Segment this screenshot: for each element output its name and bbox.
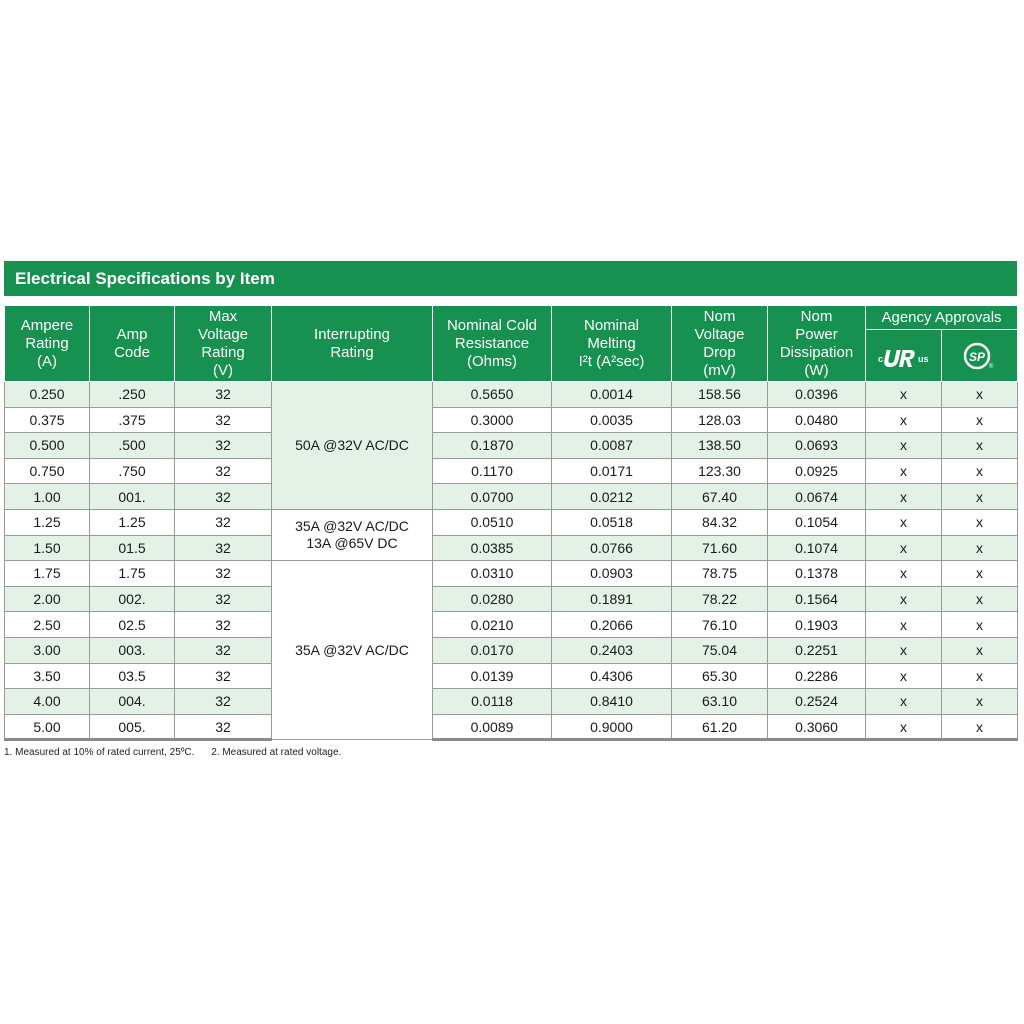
ul-approval-cell: x (866, 689, 942, 715)
max-voltage-cell: 32 (175, 407, 272, 433)
amp-code-cell: 005. (90, 714, 175, 740)
voltage-drop-cell: 75.04 (672, 637, 768, 663)
melting-cell: 0.8410 (552, 689, 672, 715)
cold-resistance-cell: 0.0310 (433, 561, 552, 587)
interrupting-rating-line: 35A @32V AC/DC (295, 518, 409, 535)
amp-code-cell: .750 (90, 458, 175, 484)
csa-approval-cell: x (942, 612, 1018, 638)
footnote-2: 2. Measured at rated voltage. (211, 747, 342, 758)
melting-cell: 0.0087 (552, 433, 672, 459)
svg-text:SP: SP (968, 349, 985, 364)
cold-resistance-cell: 0.0170 (433, 637, 552, 663)
power-dissipation-cell: 0.0396 (768, 382, 866, 408)
ampere-rating-cell: 1.75 (5, 561, 90, 587)
csa-approval-cell: x (942, 433, 1018, 459)
melting-cell: 0.2403 (552, 637, 672, 663)
ampere-rating-cell: 0.500 (5, 433, 90, 459)
voltage-drop-cell: 138.50 (672, 433, 768, 459)
voltage-drop-cell: 63.10 (672, 689, 768, 715)
ampere-rating-cell: 2.00 (5, 586, 90, 612)
header-nominal-melting: Nominal Melting I²t (A²sec) (552, 306, 672, 382)
melting-cell: 0.0766 (552, 535, 672, 561)
svg-text:us: us (917, 353, 929, 364)
table-row (5, 535, 1018, 561)
ampere-rating-cell: 1.25 (5, 509, 90, 535)
table-row (5, 484, 1018, 510)
max-voltage-cell: 32 (175, 586, 272, 612)
power-dissipation-cell: 0.1564 (768, 586, 866, 612)
csa-certified-icon (963, 341, 997, 371)
amp-code-cell: 004. (90, 689, 175, 715)
amp-code-cell: 002. (90, 586, 175, 612)
header-power-dissipation: Nom Power Dissipation (W) (768, 306, 866, 382)
power-dissipation-cell: 0.1378 (768, 561, 866, 587)
ampere-rating-cell: 3.50 (5, 663, 90, 689)
max-voltage-cell: 32 (175, 535, 272, 561)
power-dissipation-cell: 0.3060 (768, 714, 866, 740)
max-voltage-cell: 32 (175, 484, 272, 510)
csa-approval-cell: x (942, 561, 1018, 587)
voltage-drop-cell: 67.40 (672, 484, 768, 510)
ul-approval-cell: x (866, 586, 942, 612)
ul-approval-cell: x (866, 612, 942, 638)
header-max-voltage: Max Voltage Rating (V) (175, 306, 272, 382)
max-voltage-cell: 32 (175, 612, 272, 638)
ul-approval-cell: x (866, 714, 942, 740)
table-row (5, 561, 1018, 587)
header-ampere-rating: Ampere Rating (A) (5, 306, 90, 382)
ampere-rating-cell: 5.00 (5, 714, 90, 740)
table-row (5, 382, 1018, 408)
voltage-drop-cell: 158.56 (672, 382, 768, 408)
ampere-rating-cell: 0.750 (5, 458, 90, 484)
table-row (5, 407, 1018, 433)
melting-cell: 0.0014 (552, 382, 672, 408)
amp-code-cell: .375 (90, 407, 175, 433)
ul-approval-cell: x (866, 407, 942, 433)
header-csa-logo-cell (942, 330, 1018, 382)
voltage-drop-cell: 128.03 (672, 407, 768, 433)
power-dissipation-cell: 0.0480 (768, 407, 866, 433)
power-dissipation-cell: 0.0674 (768, 484, 866, 510)
melting-cell: 0.0903 (552, 561, 672, 587)
interrupting-rating-line: 35A @32V AC/DC (295, 641, 409, 658)
melting-cell: 0.0171 (552, 458, 672, 484)
amp-code-cell: 03.5 (90, 663, 175, 689)
table-header (5, 306, 1018, 382)
footnotes (4, 747, 355, 758)
table-body (5, 382, 1018, 740)
svg-text:®: ® (988, 363, 993, 370)
max-voltage-cell: 32 (175, 714, 272, 740)
ul-approval-cell: x (866, 561, 942, 587)
power-dissipation-cell: 0.2286 (768, 663, 866, 689)
ampere-rating-cell: 1.00 (5, 484, 90, 510)
header-interrupting-rating: Interrupting Rating (272, 306, 433, 382)
max-voltage-cell: 32 (175, 509, 272, 535)
amp-code-cell: 001. (90, 484, 175, 510)
max-voltage-cell: 32 (175, 458, 272, 484)
max-voltage-cell: 32 (175, 689, 272, 715)
electrical-spec-table (4, 305, 1018, 741)
amp-code-cell: 003. (90, 637, 175, 663)
interrupting-rating-cell (272, 561, 433, 740)
interrupting-rating-cell (272, 509, 433, 560)
cold-resistance-cell: 0.0118 (433, 689, 552, 715)
ampere-rating-cell: 2.50 (5, 612, 90, 638)
amp-code-cell: .500 (90, 433, 175, 459)
header-agency-approvals: Agency Approvals (866, 306, 1018, 330)
table-row (5, 509, 1018, 535)
ampere-rating-cell: 0.250 (5, 382, 90, 408)
voltage-drop-cell: 71.60 (672, 535, 768, 561)
table-row (5, 612, 1018, 638)
power-dissipation-cell: 0.1074 (768, 535, 866, 561)
max-voltage-cell: 32 (175, 433, 272, 459)
ul-approval-cell: x (866, 509, 942, 535)
csa-approval-cell: x (942, 484, 1018, 510)
cRUus-recognized-icon (876, 343, 932, 369)
voltage-drop-cell: 61.20 (672, 714, 768, 740)
csa-approval-cell: x (942, 637, 1018, 663)
max-voltage-cell: 32 (175, 663, 272, 689)
csa-approval-cell: x (942, 407, 1018, 433)
voltage-drop-cell: 123.30 (672, 458, 768, 484)
ul-approval-cell: x (866, 637, 942, 663)
ul-approval-cell: x (866, 484, 942, 510)
csa-approval-cell: x (942, 586, 1018, 612)
power-dissipation-cell: 0.0693 (768, 433, 866, 459)
ul-approval-cell: x (866, 433, 942, 459)
cold-resistance-cell: 0.1170 (433, 458, 552, 484)
max-voltage-cell: 32 (175, 637, 272, 663)
melting-cell: 0.4306 (552, 663, 672, 689)
csa-approval-cell: x (942, 663, 1018, 689)
amp-code-cell: 02.5 (90, 612, 175, 638)
cold-resistance-cell: 0.3000 (433, 407, 552, 433)
melting-cell: 0.9000 (552, 714, 672, 740)
melting-cell: 0.2066 (552, 612, 672, 638)
interrupting-rating-line: 50A @32V AC/DC (295, 436, 409, 453)
svg-text:c: c (877, 353, 883, 364)
cold-resistance-cell: 0.1870 (433, 433, 552, 459)
melting-cell: 0.0212 (552, 484, 672, 510)
table-row (5, 714, 1018, 740)
footnote-1: 1. Measured at 10% of rated current, 25ºC. (4, 747, 195, 758)
table-title: Electrical Specifications by Item (4, 261, 1017, 296)
voltage-drop-cell: 78.22 (672, 586, 768, 612)
voltage-drop-cell: 65.30 (672, 663, 768, 689)
max-voltage-cell: 32 (175, 382, 272, 408)
amp-code-cell: 01.5 (90, 535, 175, 561)
ul-approval-cell: x (866, 458, 942, 484)
power-dissipation-cell: 0.1903 (768, 612, 866, 638)
amp-code-cell: .250 (90, 382, 175, 408)
ul-approval-cell: x (866, 382, 942, 408)
cold-resistance-cell: 0.0280 (433, 586, 552, 612)
header-voltage-drop: Nom Voltage Drop (mV) (672, 306, 768, 382)
header-cold-resistance: Nominal Cold Resistance (Ohms) (433, 306, 552, 382)
interrupting-rating-line: 13A @65V DC (306, 535, 398, 552)
power-dissipation-cell: 0.2524 (768, 689, 866, 715)
amp-code-cell: 1.25 (90, 509, 175, 535)
melting-cell: 0.0518 (552, 509, 672, 535)
header-ul-logo-cell (866, 330, 942, 382)
voltage-drop-cell: 84.32 (672, 509, 768, 535)
max-voltage-cell: 32 (175, 561, 272, 587)
cold-resistance-cell: 0.0139 (433, 663, 552, 689)
table-row (5, 458, 1018, 484)
power-dissipation-cell: 0.2251 (768, 637, 866, 663)
cold-resistance-cell: 0.0089 (433, 714, 552, 740)
csa-approval-cell: x (942, 714, 1018, 740)
interrupting-rating-cell (272, 382, 433, 510)
melting-cell: 0.0035 (552, 407, 672, 433)
cold-resistance-cell: 0.5650 (433, 382, 552, 408)
table-row (5, 637, 1018, 663)
csa-approval-cell: x (942, 689, 1018, 715)
ampere-rating-cell: 0.375 (5, 407, 90, 433)
table-row (5, 433, 1018, 459)
voltage-drop-cell: 78.75 (672, 561, 768, 587)
cold-resistance-cell: 0.0510 (433, 509, 552, 535)
cold-resistance-cell: 0.0210 (433, 612, 552, 638)
cold-resistance-cell: 0.0700 (433, 484, 552, 510)
amp-code-cell: 1.75 (90, 561, 175, 587)
table-row (5, 586, 1018, 612)
table-row (5, 689, 1018, 715)
table-row (5, 663, 1018, 689)
header-amp-code: Amp Code (90, 306, 175, 382)
csa-approval-cell: x (942, 535, 1018, 561)
power-dissipation-cell: 0.1054 (768, 509, 866, 535)
ul-approval-cell: x (866, 663, 942, 689)
csa-approval-cell: x (942, 509, 1018, 535)
ampere-rating-cell: 4.00 (5, 689, 90, 715)
csa-approval-cell: x (942, 458, 1018, 484)
cold-resistance-cell: 0.0385 (433, 535, 552, 561)
voltage-drop-cell: 76.10 (672, 612, 768, 638)
ul-approval-cell: x (866, 535, 942, 561)
power-dissipation-cell: 0.0925 (768, 458, 866, 484)
csa-approval-cell: x (942, 382, 1018, 408)
ampere-rating-cell: 1.50 (5, 535, 90, 561)
ampere-rating-cell: 3.00 (5, 637, 90, 663)
melting-cell: 0.1891 (552, 586, 672, 612)
